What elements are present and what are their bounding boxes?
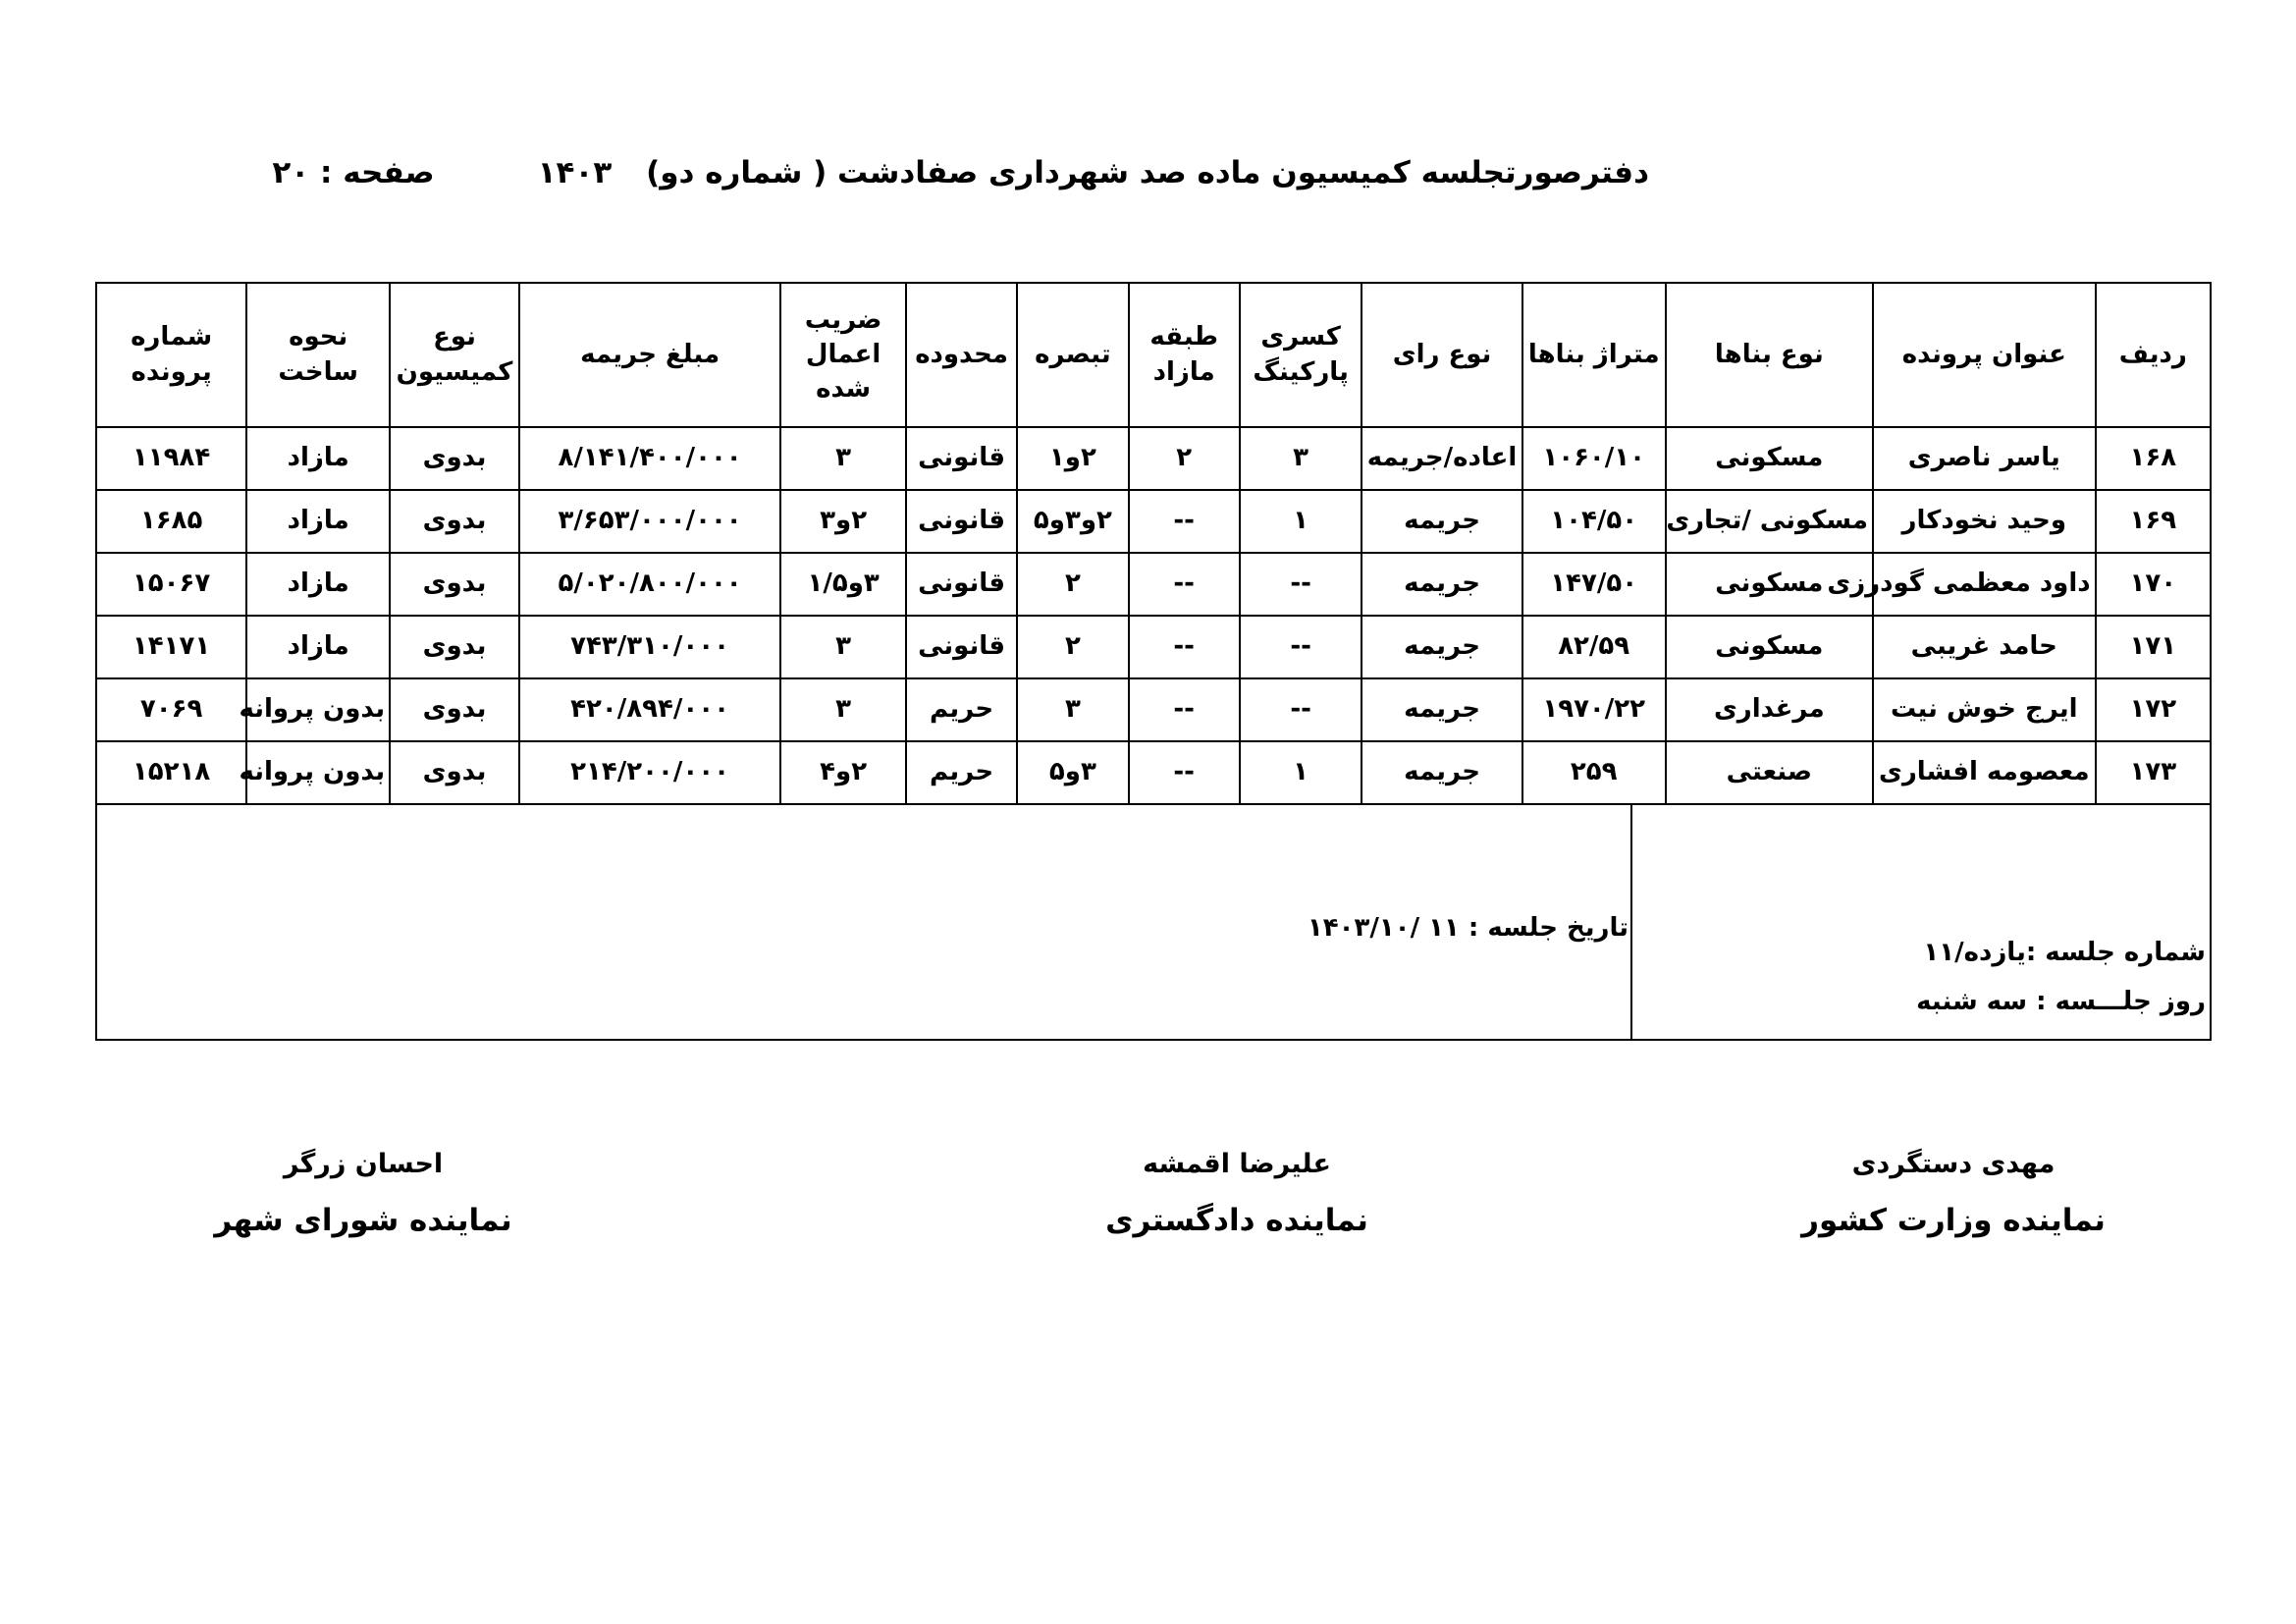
table-cell: ۱۰۴/۵۰ [1522, 490, 1666, 553]
table-cell: -- [1240, 616, 1362, 678]
table-cell: مسکونی [1666, 427, 1873, 490]
table-cell: یاسر ناصری [1873, 427, 2096, 490]
table-cell: قانونی [906, 553, 1017, 616]
meeting-date: تاریخ جلسه : ۱۱ /۱۴۰۳/۱۰ [1307, 913, 1629, 943]
table-cell: حریم [906, 741, 1017, 804]
table-row [96, 741, 2211, 804]
col-header: نوع کمیسیون [390, 283, 519, 427]
table-cell: مازاد [246, 427, 390, 490]
table-cell: بدوی [390, 678, 519, 741]
table-cell: حامد غریبی [1873, 616, 2096, 678]
table-cell: ۱۹۷۰/۲۲ [1522, 678, 1666, 741]
table-cell: ۱۷۳ [2096, 741, 2211, 804]
page-number: صفحه : ۲۰ [272, 155, 435, 190]
table-cell: ۲ [1017, 616, 1128, 678]
table-cell: بدوی [390, 553, 519, 616]
table-cell: ۳ [1017, 678, 1128, 741]
table-cell: ۱۴۱۷۱ [96, 616, 246, 678]
table-cell: مسکونی [1666, 616, 1873, 678]
table-cell: ۸/۱۴۱/۴۰۰/۰۰۰ [519, 427, 780, 490]
table-cell: داود معظمی گودرزی [1873, 553, 2096, 616]
table-row [96, 678, 2211, 741]
table-cell: ۱۷۰ [2096, 553, 2211, 616]
table-cell: جریمه [1362, 490, 1522, 553]
table-cell: ۳و۵ [1017, 741, 1128, 804]
table-cell: ۱۶۸۵ [96, 490, 246, 553]
minutes-table [95, 282, 2212, 805]
table-cell: ۱۶۹ [2096, 490, 2211, 553]
table-cell: ۸۲/۵۹ [1522, 616, 1666, 678]
table-cell: -- [1129, 553, 1240, 616]
table-cell: جریمه [1362, 616, 1522, 678]
col-header: تبصره [1017, 283, 1128, 427]
table-cell: ۲۵۹ [1522, 741, 1666, 804]
table-cell: ۱ [1240, 741, 1362, 804]
signature-city-council [167, 1149, 560, 1238]
table-cell: اعاده/جریمه [1362, 427, 1522, 490]
signatory-role: نماینده دادگستری [1105, 1203, 1368, 1238]
table-cell: ۳ [780, 427, 906, 490]
table-cell: ۱۷۲ [2096, 678, 2211, 741]
meeting-number: شماره جلسه :یازده/۱۱ [1923, 938, 2206, 967]
table-row [96, 553, 2211, 616]
table-cell: ۱۷۱ [2096, 616, 2211, 678]
table-cell: معصومه افشاری [1873, 741, 2096, 804]
col-header: نحوه ساخت [246, 283, 390, 427]
table-cell: ۱۵۰۶۷ [96, 553, 246, 616]
table-cell: جریمه [1362, 678, 1522, 741]
title-text: دفترصورتجلسه کمیسیون ماده صد شهرداری صفادشت ( شماره دو) [646, 155, 1649, 190]
signatory-name: علیرضا اقمشه [1143, 1149, 1331, 1179]
title-year: ۱۴۰۳ [537, 155, 613, 190]
table-cell: بدون پروانه [246, 678, 390, 741]
col-header: کسری پارکینگ [1240, 283, 1362, 427]
table-cell: قانونی [906, 490, 1017, 553]
table-row [96, 616, 2211, 678]
signatory-role: نماینده وزارت کشور [1801, 1203, 2106, 1238]
table-cell: ۳/۶۵۳/۰۰۰/۰۰۰ [519, 490, 780, 553]
table-cell: ۱۰۶۰/۱۰ [1522, 427, 1666, 490]
table-cell: ۳ [1240, 427, 1362, 490]
col-header: نوع بناها [1666, 283, 1873, 427]
table-cell: قانونی [906, 427, 1017, 490]
table-cell: حریم [906, 678, 1017, 741]
table-cell: ۳و۱/۵ [780, 553, 906, 616]
table-cell: -- [1129, 741, 1240, 804]
table-cell: مازاد [246, 490, 390, 553]
table-cell: جریمه [1362, 741, 1522, 804]
col-header: طبقه مازاد [1129, 283, 1240, 427]
table-cell: قانونی [906, 616, 1017, 678]
table-cell: مازاد [246, 616, 390, 678]
table-cell: صنعتی [1666, 741, 1873, 804]
signature-judiciary [1041, 1149, 1433, 1238]
table-cell: جریمه [1362, 553, 1522, 616]
table-cell: بدوی [390, 741, 519, 804]
table-cell: ۲و۳و۵ [1017, 490, 1128, 553]
table-cell: بدون پروانه [246, 741, 390, 804]
table-cell: ۱۶۸ [2096, 427, 2211, 490]
col-header: ضریب اعمال شده [780, 283, 906, 427]
table-cell: ایرج خوش نیت [1873, 678, 2096, 741]
table-header-row [96, 283, 2211, 427]
table-cell: ۲و۳ [780, 490, 906, 553]
table-cell: -- [1129, 678, 1240, 741]
table-cell: بدوی [390, 616, 519, 678]
table-cell: ۵/۰۲۰/۸۰۰/۰۰۰ [519, 553, 780, 616]
table-cell: مسکونی /تجاری [1666, 490, 1873, 553]
table-cell: مرغداری [1666, 678, 1873, 741]
table-cell: مسکونی [1666, 553, 1873, 616]
table-cell: ۲و۴ [780, 741, 906, 804]
table-cell: ۲ [1017, 553, 1128, 616]
table-cell: ۲۱۴/۲۰۰/۰۰۰ [519, 741, 780, 804]
col-header: عنوان پرونده [1873, 283, 2096, 427]
table-cell: ۱۴۷/۵۰ [1522, 553, 1666, 616]
table-cell: ۱۵۲۱۸ [96, 741, 246, 804]
signature-interior-ministry [1757, 1149, 2150, 1238]
table-row [96, 427, 2211, 490]
signatory-role: نماینده شورای شهر [214, 1203, 512, 1238]
meeting-info-box [95, 803, 2212, 1041]
table-cell: وحید نخودکار [1873, 490, 2096, 553]
col-header: ردیف [2096, 283, 2211, 427]
table-cell: بدوی [390, 490, 519, 553]
meeting-day: روز جلـــسه : سه شنبه [1916, 987, 2206, 1016]
table-cell: -- [1129, 616, 1240, 678]
table-cell: ۱۱۹۸۴ [96, 427, 246, 490]
table-cell: ۴۲۰/۸۹۴/۰۰۰ [519, 678, 780, 741]
signatory-name: مهدی دستگردی [1851, 1149, 2056, 1179]
signatory-name: احسان زرگر [283, 1149, 444, 1179]
table-cell: -- [1129, 490, 1240, 553]
table-cell: بدوی [390, 427, 519, 490]
page-title [537, 155, 1649, 204]
table-row [96, 490, 2211, 553]
col-header: محدوده [906, 283, 1017, 427]
table-cell: ۲و۱ [1017, 427, 1128, 490]
table-cell: ۷۰۶۹ [96, 678, 246, 741]
table-cell: ۳ [780, 616, 906, 678]
table-cell: ۳ [780, 678, 906, 741]
col-header: نوع رای [1362, 283, 1522, 427]
table-cell: مازاد [246, 553, 390, 616]
table-cell: ۷۴۳/۳۱۰/۰۰۰ [519, 616, 780, 678]
table-cell: -- [1240, 678, 1362, 741]
col-header: مبلغ جریمه [519, 283, 780, 427]
table-cell: -- [1240, 553, 1362, 616]
col-header: متراژ بناها [1522, 283, 1666, 427]
table-cell: ۲ [1129, 427, 1240, 490]
col-header: شماره پرونده [96, 283, 246, 427]
table-cell: ۱ [1240, 490, 1362, 553]
box-divider [1630, 805, 1632, 1039]
